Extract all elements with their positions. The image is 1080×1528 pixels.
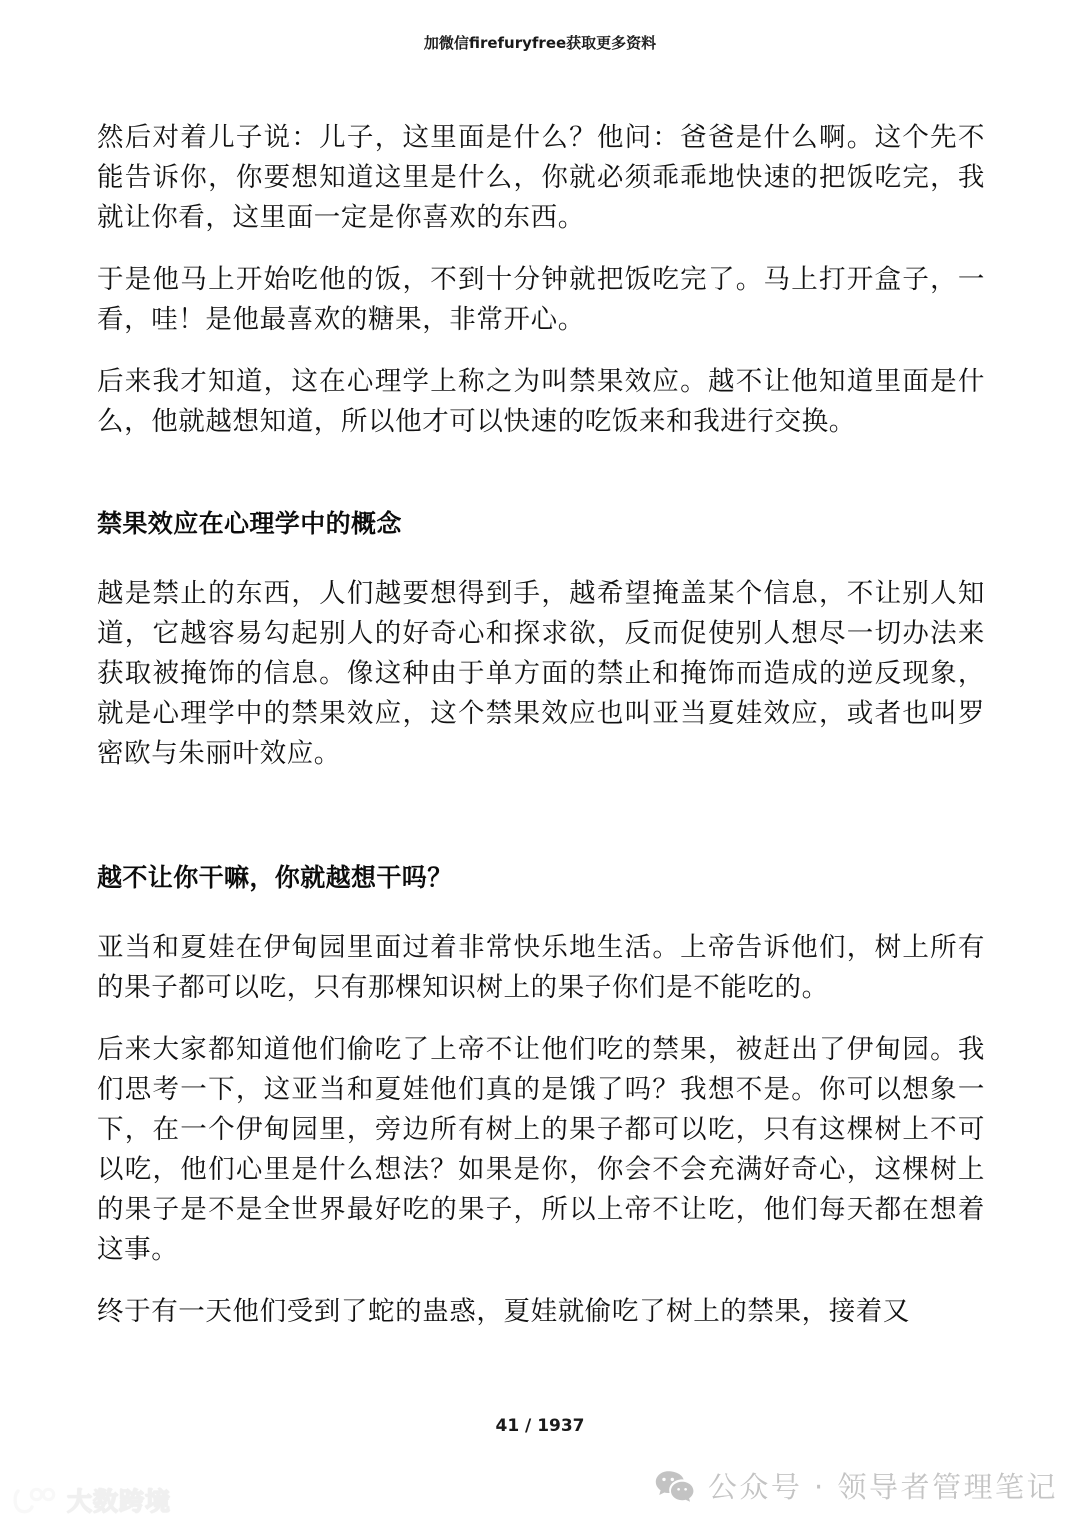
paragraph: 后来我才知道，这在心理学上称之为叫禁果效应。越不让他知道里面是什么，他就越想知道，所以他才可以快速的吃饭来和我进行交换。 xyxy=(97,366,985,437)
page-number: 41 / 1937 xyxy=(495,1416,585,1436)
section-heading-more-forbidden-more-wanted: 越不让你干嘛，你就越想干吗？ xyxy=(97,863,453,892)
spacer xyxy=(97,544,985,574)
paragraph: 越是禁止的东西，人们越要想得到手，越希望掩盖某个信息，不让别人知道，它越容易勾起别人的好奇心和探求欲，反而促使别人想尽一切办法来获取被掩饰的信息。像这种由于单方面的禁止和掩饰而造成的逆反现象，就是心理学中的禁果效应，这个禁果效应也叫亚当夏娃效应，或者也叫罗密欧与朱丽叶效应。 xyxy=(97,578,985,769)
paragraph: 然后对着儿子说：儿子，这里面是什么？他问：爸爸是什么啊。这个先不能告诉你，你要想知道这里是什么，你就必须乖乖地快速的把饭吃完，我就让你看，这里面一定是你喜欢的东西。 xyxy=(97,122,985,233)
brand-logo-icon xyxy=(12,1486,58,1516)
spacer xyxy=(97,464,985,504)
section-heading-forbidden-fruit-concept: 禁果效应在心理学中的概念 xyxy=(97,509,402,538)
brand-watermark xyxy=(12,1486,171,1516)
wechat-account-footer xyxy=(655,1470,1058,1504)
paragraph: 后来大家都知道他们偷吃了上帝不让他们吃的禁果，被赶出了伊甸园。我们思考一下，这亚当和夏娃他们真的是饿了吗？我想不是。你可以想象一下，在一个伊甸园里，旁边所有树上的果子都可以吃，只有这棵树上不可以吃，他们心里是什么想法？如果是你，你会不会充满好奇心，这棵树上的果子是不是全世界最好吃的果子，所以上帝不让吃，他们每天都在想着这事。 xyxy=(97,1034,985,1265)
wechat-account-label: 公众号 · 领导者管理笔记 xyxy=(707,1469,1058,1504)
wechat-icon xyxy=(655,1470,695,1504)
spacer xyxy=(97,898,985,928)
paragraph: 于是他马上开始吃他的饭，不到十分钟就把饭吃完了。马上打开盒子，一看，哇！是他最喜欢的糖果，非常开心。 xyxy=(97,264,985,335)
top-promo-banner: 加微信firefuryfree获取更多资料 xyxy=(423,34,657,52)
document-content xyxy=(97,118,985,1332)
paragraph: 终于有一天他们受到了蛇的蛊惑，夏娃就偷吃了树上的禁果，接着又 xyxy=(97,1296,910,1327)
brand-watermark-label: 大数跨境 xyxy=(67,1486,172,1516)
paragraph: 亚当和夏娃在伊甸园里面过着非常快乐地生活。上帝告诉他们，树上所有的果子都可以吃，只有那棵知识树上的果子你们是不能吃的。 xyxy=(97,932,985,1003)
spacer xyxy=(97,796,985,858)
